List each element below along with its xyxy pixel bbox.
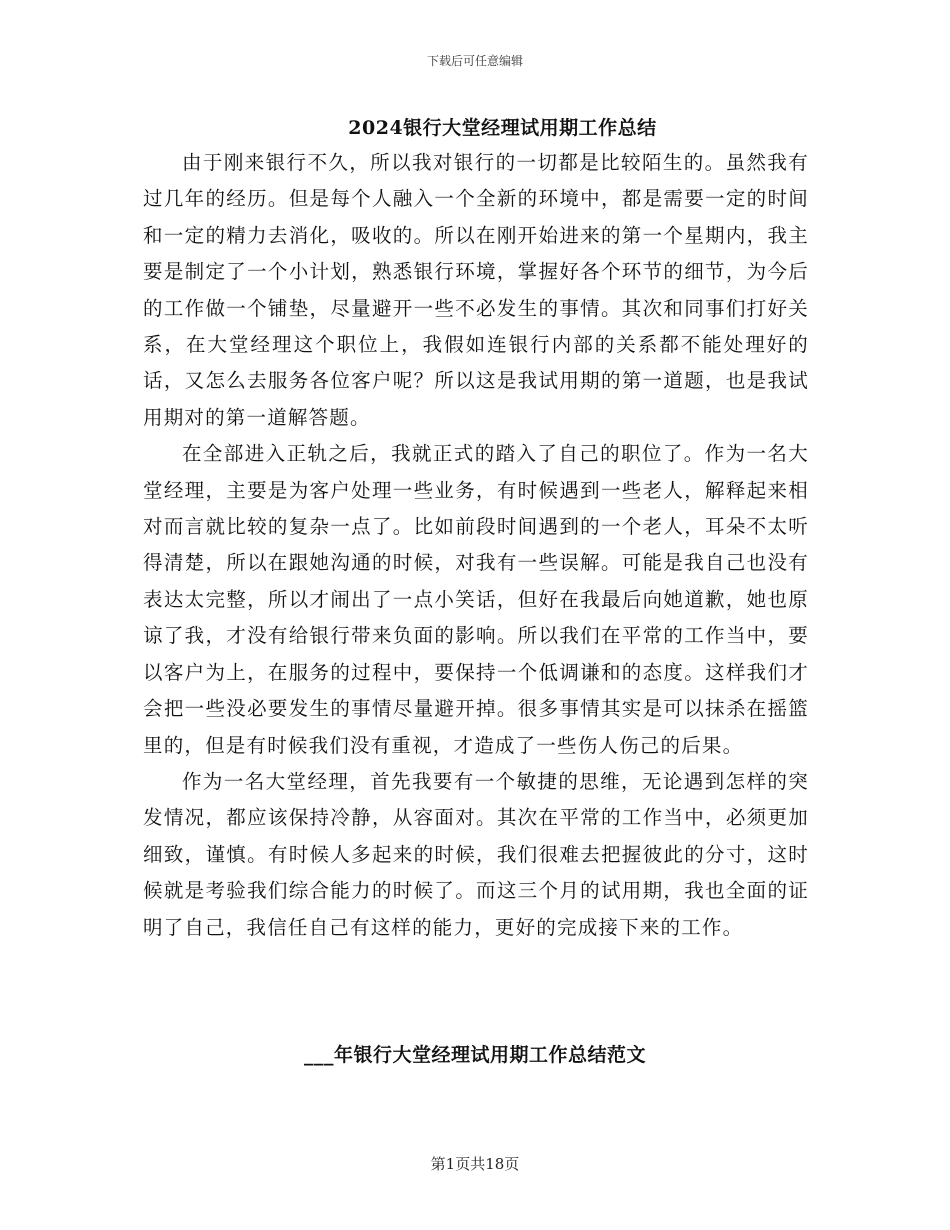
paragraph-3: 作为一名大堂经理，首先我要有一个敏捷的思维，无论遇到怎样的突发情况，都应该保持冷静，从容面对。其次在平常的工作当中，必须更加细致，谨慎。有时候人多起来的时候，我们很难去把握彼此的分寸，这时候就是考验我们综合能力的时候了。而这三个月的试用期，我也全面的证明了自己，我信任自己有这样的能力，更好的完成接下来的工作。 [143,769,809,939]
document-body [143,145,809,946]
paragraph-2: 在全部进入正轨之后，我就正式的踏入了自己的职位了。作为一名大堂经理，主要是为客户处理一些业务，有时候遇到一些老人，解释起来相对而言就比较的复杂一点了。比如前段时间遇到的一个老人，耳朵不太听得清楚，所以在跟她沟通的时候，对我有一些误解。可能是我自己也没有表达太完整，所以才闹出了一点小笑话，但好在我最后向她道歉，她也原谅了我，才没有给银行带来负面的影响。所以我们在平常的工作当中，要以客户为上，在服务的过程中，要保持一个低调谦和的态度。这样我们才会把一些没必要发生的事情尽量避开掉。很多事情其实是可以抹杀在摇篮里的，但是有时候我们没有重视，才造成了一些伤人伤己的后果。 [143,442,809,757]
document-title-text: 2024银行大堂经理试用期工作总结 [348,117,657,139]
next-section-title: ___年银行大堂经理试用期工作总结范文 [303,1044,646,1066]
page-footer: 第1页共18页 [430,1155,520,1173]
page-header: 下载后可任意编辑 [426,54,523,68]
paragraph-1: 由于刚来银行不久，所以我对银行的一切都是比较陌生的。虽然我有过几年的经历。但是每个人融入一个全新的环境中，都是需要一定的时间和一定的精力去消化，吸收的。所以在刚开始进来的第一个星期内，我主要是制定了一个小计划，熟悉银行环境，掌握好各个环节的细节，为今后的工作做一个铺垫，尽量避开一些不必发生的事情。其次和同事们打好关系，在大堂经理这个职位上，我假如连银行内部的关系都不能处理好的话，又怎么去服务各位客户呢？所以这是我试用期的第一道题，也是我试用期对的第一道解答题。 [143,151,809,429]
document-title [0,113,950,140]
